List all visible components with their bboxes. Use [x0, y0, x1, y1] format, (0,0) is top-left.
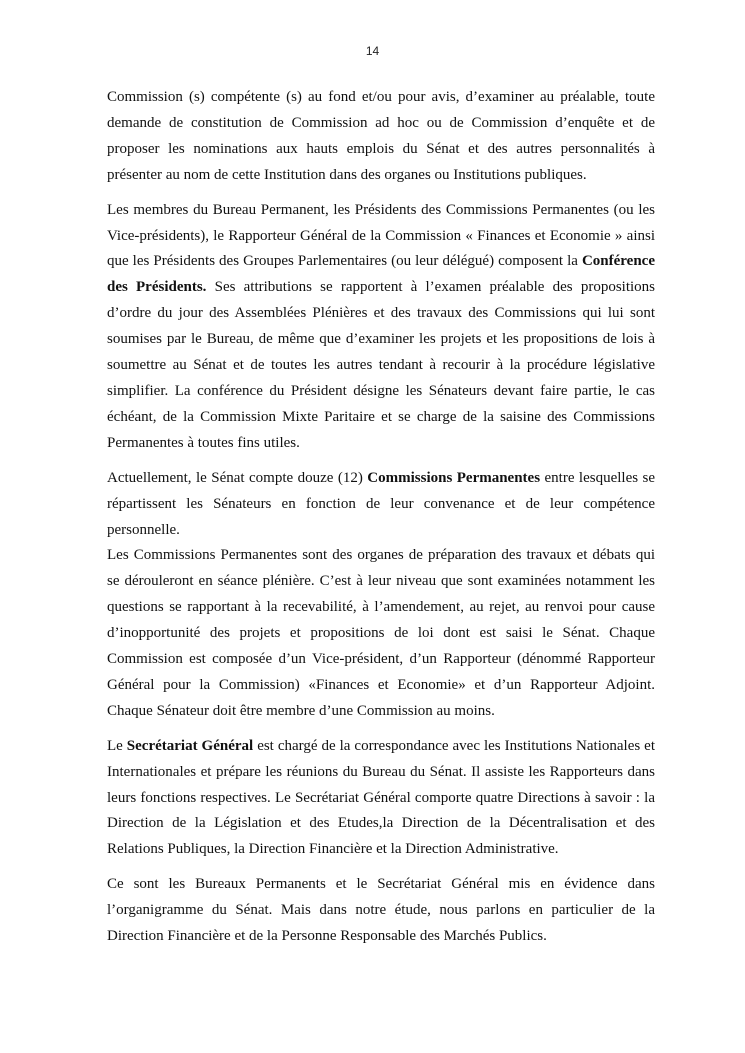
document-body: [107, 85, 655, 959]
paragraph-text: Ses attributions se rapportent à l’examen préalable des propositions d’ordre du jour des Assemblées Plénières et des travaux des Commissions qui lui sont soumises par le Bureau, de même que d’examiner les projets et les propositions de lois à soumettre au Sénat et de toutes les autres tendant à recourir à la procédure législative simplifier. La conférence du Président désigne les Sénateurs devant faire partie, le cas échéant, de la Commission Mixte Paritaire et se charge de la saisine des Commissions Permanentes à toutes fins utiles.: [107, 279, 656, 451]
paragraph-text: Les membres du Bureau Permanent, les Présidents des Commissions Permanentes (ou les Vice-présidents), le Rapporteur Général de la Commission « Finances et Economie » ainsi que les Présidents des Groupes Parlementaires (ou leur délégué) composent la: [107, 201, 655, 270]
paragraph-secretariat-general: [107, 734, 655, 864]
paragraph-commissions-permanentes-role: Les Commissions Permanentes sont des organes de préparation des travaux et débats qui se dérouleront en séance plénière. C’est à leur niveau que sont examinées notamment les questions se rapportant à la recevabilité, à l’amendement, au rejet, au renvoi pour cause d’inopportunité des projets et propositions de loi dont est saisi le Sénat. Chaque Commission est composée d’un Vice-président, d’un Rapporteur (dénommé Rapporteur Général pour la Commission) «Finances et Economie» et d’un Rapporteur Adjoint. Chaque Sénateur doit être membre d’une Commission au moins.: [107, 547, 655, 719]
paragraph-commissions-permanentes-count: [107, 466, 655, 544]
page-number: 14: [365, 44, 380, 58]
paragraph-text: est chargé de la correspondance avec les Institutions Nationales et Internationales et prépare les réunions du Bureau du Sénat. Il assiste les Rapporteurs dans leurs fonctions respectives. Le Secrétariat Général comporte quatre Directions à savoir : la Direction de la Législation et des Etudes,la Direction de la Décentralisation et des Relations Publiques, la Direction Financière et la Direction Administrative.: [107, 737, 655, 858]
paragraph-conference-des-presidents: [107, 198, 655, 457]
paragraph-organigramme: Ce sont les Bureaux Permanents et le Secrétariat Général mis en évidence dans l’organigramme du Sénat. Mais dans notre étude, nous parlons en particulier de la Direction Financière et de la Personne Responsable des Marchés Publics.: [107, 876, 655, 945]
paragraph-text: Le: [107, 737, 127, 754]
paragraph-commission-competente: Commission (s) compétente (s) au fond et/ou pour avis, d’examiner au préalable, toute demande de constitution de Commission ad hoc ou de Commission d’enquête et de proposer les nominations aux hauts emplois du Sénat et des autres personnalités à présenter au nom de cette Institution dans des organes ou Institutions publiques.: [107, 89, 655, 183]
bold-term-secretariat-general: Secrétariat Général: [126, 737, 254, 754]
paragraph-text: entre lesquelles se répartissent les Sénateurs en fonction de leur convenance et de leur compétence personnelle.: [107, 469, 655, 538]
bold-term-commissions-permanentes: Commissions Permanentes: [367, 469, 541, 486]
paragraph-text: Actuellement, le Sénat compte douze (12): [107, 469, 368, 486]
bold-term-conference-des-presidents: Conférence des Présidents.: [107, 253, 655, 296]
